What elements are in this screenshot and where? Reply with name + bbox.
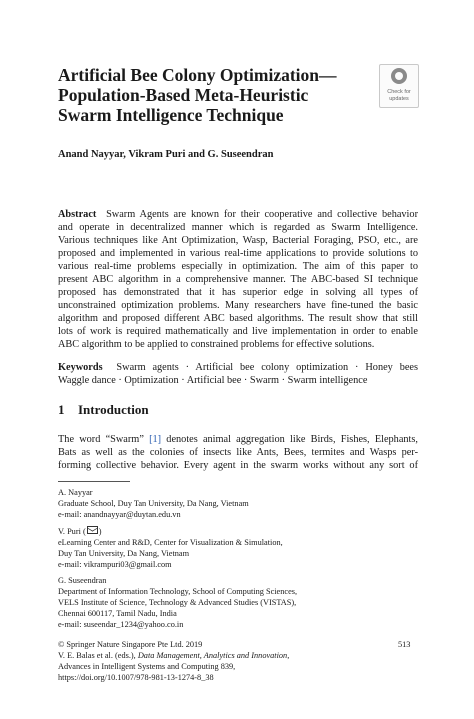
footnote-affiliation: Graduate School, Duy Tan University, Da Nang, Vietnam bbox=[58, 499, 249, 508]
abstract-line: proposed and implemented in various real-time applications to provide solutions to bbox=[58, 248, 418, 259]
envelope-icon bbox=[87, 526, 98, 534]
abstract bbox=[58, 208, 418, 351]
badge-label: updates bbox=[389, 96, 409, 102]
footnote-puri bbox=[58, 526, 418, 570]
abstract-label: Abstract bbox=[58, 209, 97, 220]
body-text: denotes animal aggregation like Birds, Fishes, Elephants, bbox=[161, 434, 418, 445]
footnote-divider bbox=[58, 481, 130, 482]
section-title-text: Introduction bbox=[78, 402, 149, 417]
abstract-line: and operate in decentralized manner which is regarded as Swarm Intelligence. bbox=[58, 222, 418, 233]
page-number: 513 bbox=[398, 640, 411, 649]
paper-title bbox=[58, 65, 378, 125]
author-list: Anand Nayyar, Vikram Puri and G. Suseendran bbox=[58, 149, 274, 160]
footnote-affiliation: Department of Information Technology, School of Computing Sciences, bbox=[58, 587, 298, 596]
abstract-line: lots of work is required mathematically and live implementation in order to enable bbox=[58, 326, 418, 337]
badge-label: Check for bbox=[387, 89, 411, 95]
citation-text: V. E. Balas et al. (eds.), bbox=[58, 651, 138, 660]
body-line bbox=[58, 433, 418, 446]
footnote-email[interactable]: e-mail: anandnayyar@duytan.edu.vn bbox=[58, 510, 181, 519]
title-line: Population-Based Meta-Heuristic bbox=[58, 85, 309, 105]
footnote-email[interactable]: e-mail: suseendar_1234@yahoo.co.in bbox=[58, 620, 184, 629]
citation-line bbox=[58, 650, 418, 661]
footnote-name: A. Nayyar bbox=[58, 488, 93, 497]
crossmark-icon bbox=[391, 68, 407, 84]
title-line: Artificial Bee Colony Optimization— bbox=[58, 65, 337, 85]
copyright-block bbox=[58, 639, 418, 683]
doi-link[interactable]: https://doi.org/10.1007/978-981-13-1274-8_38 bbox=[58, 673, 214, 682]
abstract-line: various real-time problems especially in optimization. The aim of this paper to bbox=[58, 261, 418, 272]
introduction-text bbox=[58, 433, 418, 472]
footnote-email[interactable]: e-mail: vikrampuri03@gmail.com bbox=[58, 560, 172, 569]
abstract-line bbox=[58, 208, 418, 221]
body-line: Bats as well as the colonies of insects like Ants, Bees, termites and Wasps per- bbox=[58, 447, 418, 458]
abstract-line: algorithm and proposed different ABC based algorithms. The result show that still bbox=[58, 313, 418, 324]
abstract-line: proposed has demonstrated that it has superior edge in solving all types of bbox=[58, 287, 418, 298]
abstract-line: ABC algorithm to be applied to constrained problems for effective solutions. bbox=[58, 339, 375, 350]
body-text: The word “Swarm” bbox=[58, 434, 150, 445]
footnote-suseendran bbox=[58, 575, 418, 630]
body-line: forming collective behavior. Every agent in the swarm works without any sort of bbox=[58, 460, 418, 471]
keywords-line bbox=[58, 361, 418, 374]
keywords-text: Swarm agents · Artificial bee colony optimization · Honey bees bbox=[116, 362, 418, 373]
abstract-line: present ABC algorithm in a comprehensive manner. The ABC-based SI technique bbox=[58, 274, 418, 285]
footnote-name-line: V. Puri ( ) bbox=[58, 527, 102, 536]
citation-link[interactable]: [1] bbox=[149, 434, 162, 445]
book-title: Data Management, Analytics and Innovation bbox=[137, 651, 288, 660]
keywords-line: Waggle dance · Optimization · Artificial bee · Swarm · Swarm intelligence bbox=[58, 375, 368, 386]
check-for-updates-badge[interactable] bbox=[379, 64, 419, 108]
footnote-name: V. Puri bbox=[58, 527, 81, 536]
keywords bbox=[58, 361, 418, 387]
footnote-name: G. Suseendran bbox=[58, 576, 107, 585]
footnote-affiliation: Chennai 600117, Tamil Nadu, India bbox=[58, 609, 177, 618]
section-heading bbox=[58, 402, 149, 418]
footnote-affiliation: VELS Institute of Science, Technology & Advanced Studies (VISTAS), bbox=[58, 598, 297, 607]
footnote-nayyar bbox=[58, 487, 418, 520]
abstract-line: unconstrained optimization problems. Many researchers have fine-tuned the basic bbox=[58, 300, 418, 311]
title-line: Swarm Intelligence Technique bbox=[58, 105, 284, 125]
abstract-line: Various techniques like Ant Optimization, Wasp, Bacterial Foraging, PSO, etc., are bbox=[58, 235, 418, 246]
footnote-affiliation: eLearning Center and R&D, Center for Visualization & Simulation, bbox=[58, 538, 283, 547]
abstract-text: Swarm Agents are known for their cooperative and collective behavior bbox=[106, 209, 418, 220]
keywords-label: Keywords bbox=[58, 362, 103, 373]
section-number: 1 bbox=[58, 402, 65, 417]
series-line: Advances in Intelligent Systems and Computing 839, bbox=[58, 662, 236, 671]
footnote-affiliation: Duy Tan University, Da Nang, Vietnam bbox=[58, 549, 190, 558]
copyright-line: © Springer Nature Singapore Pte Ltd. 2019 bbox=[58, 640, 203, 649]
citation-text: , bbox=[287, 651, 290, 660]
